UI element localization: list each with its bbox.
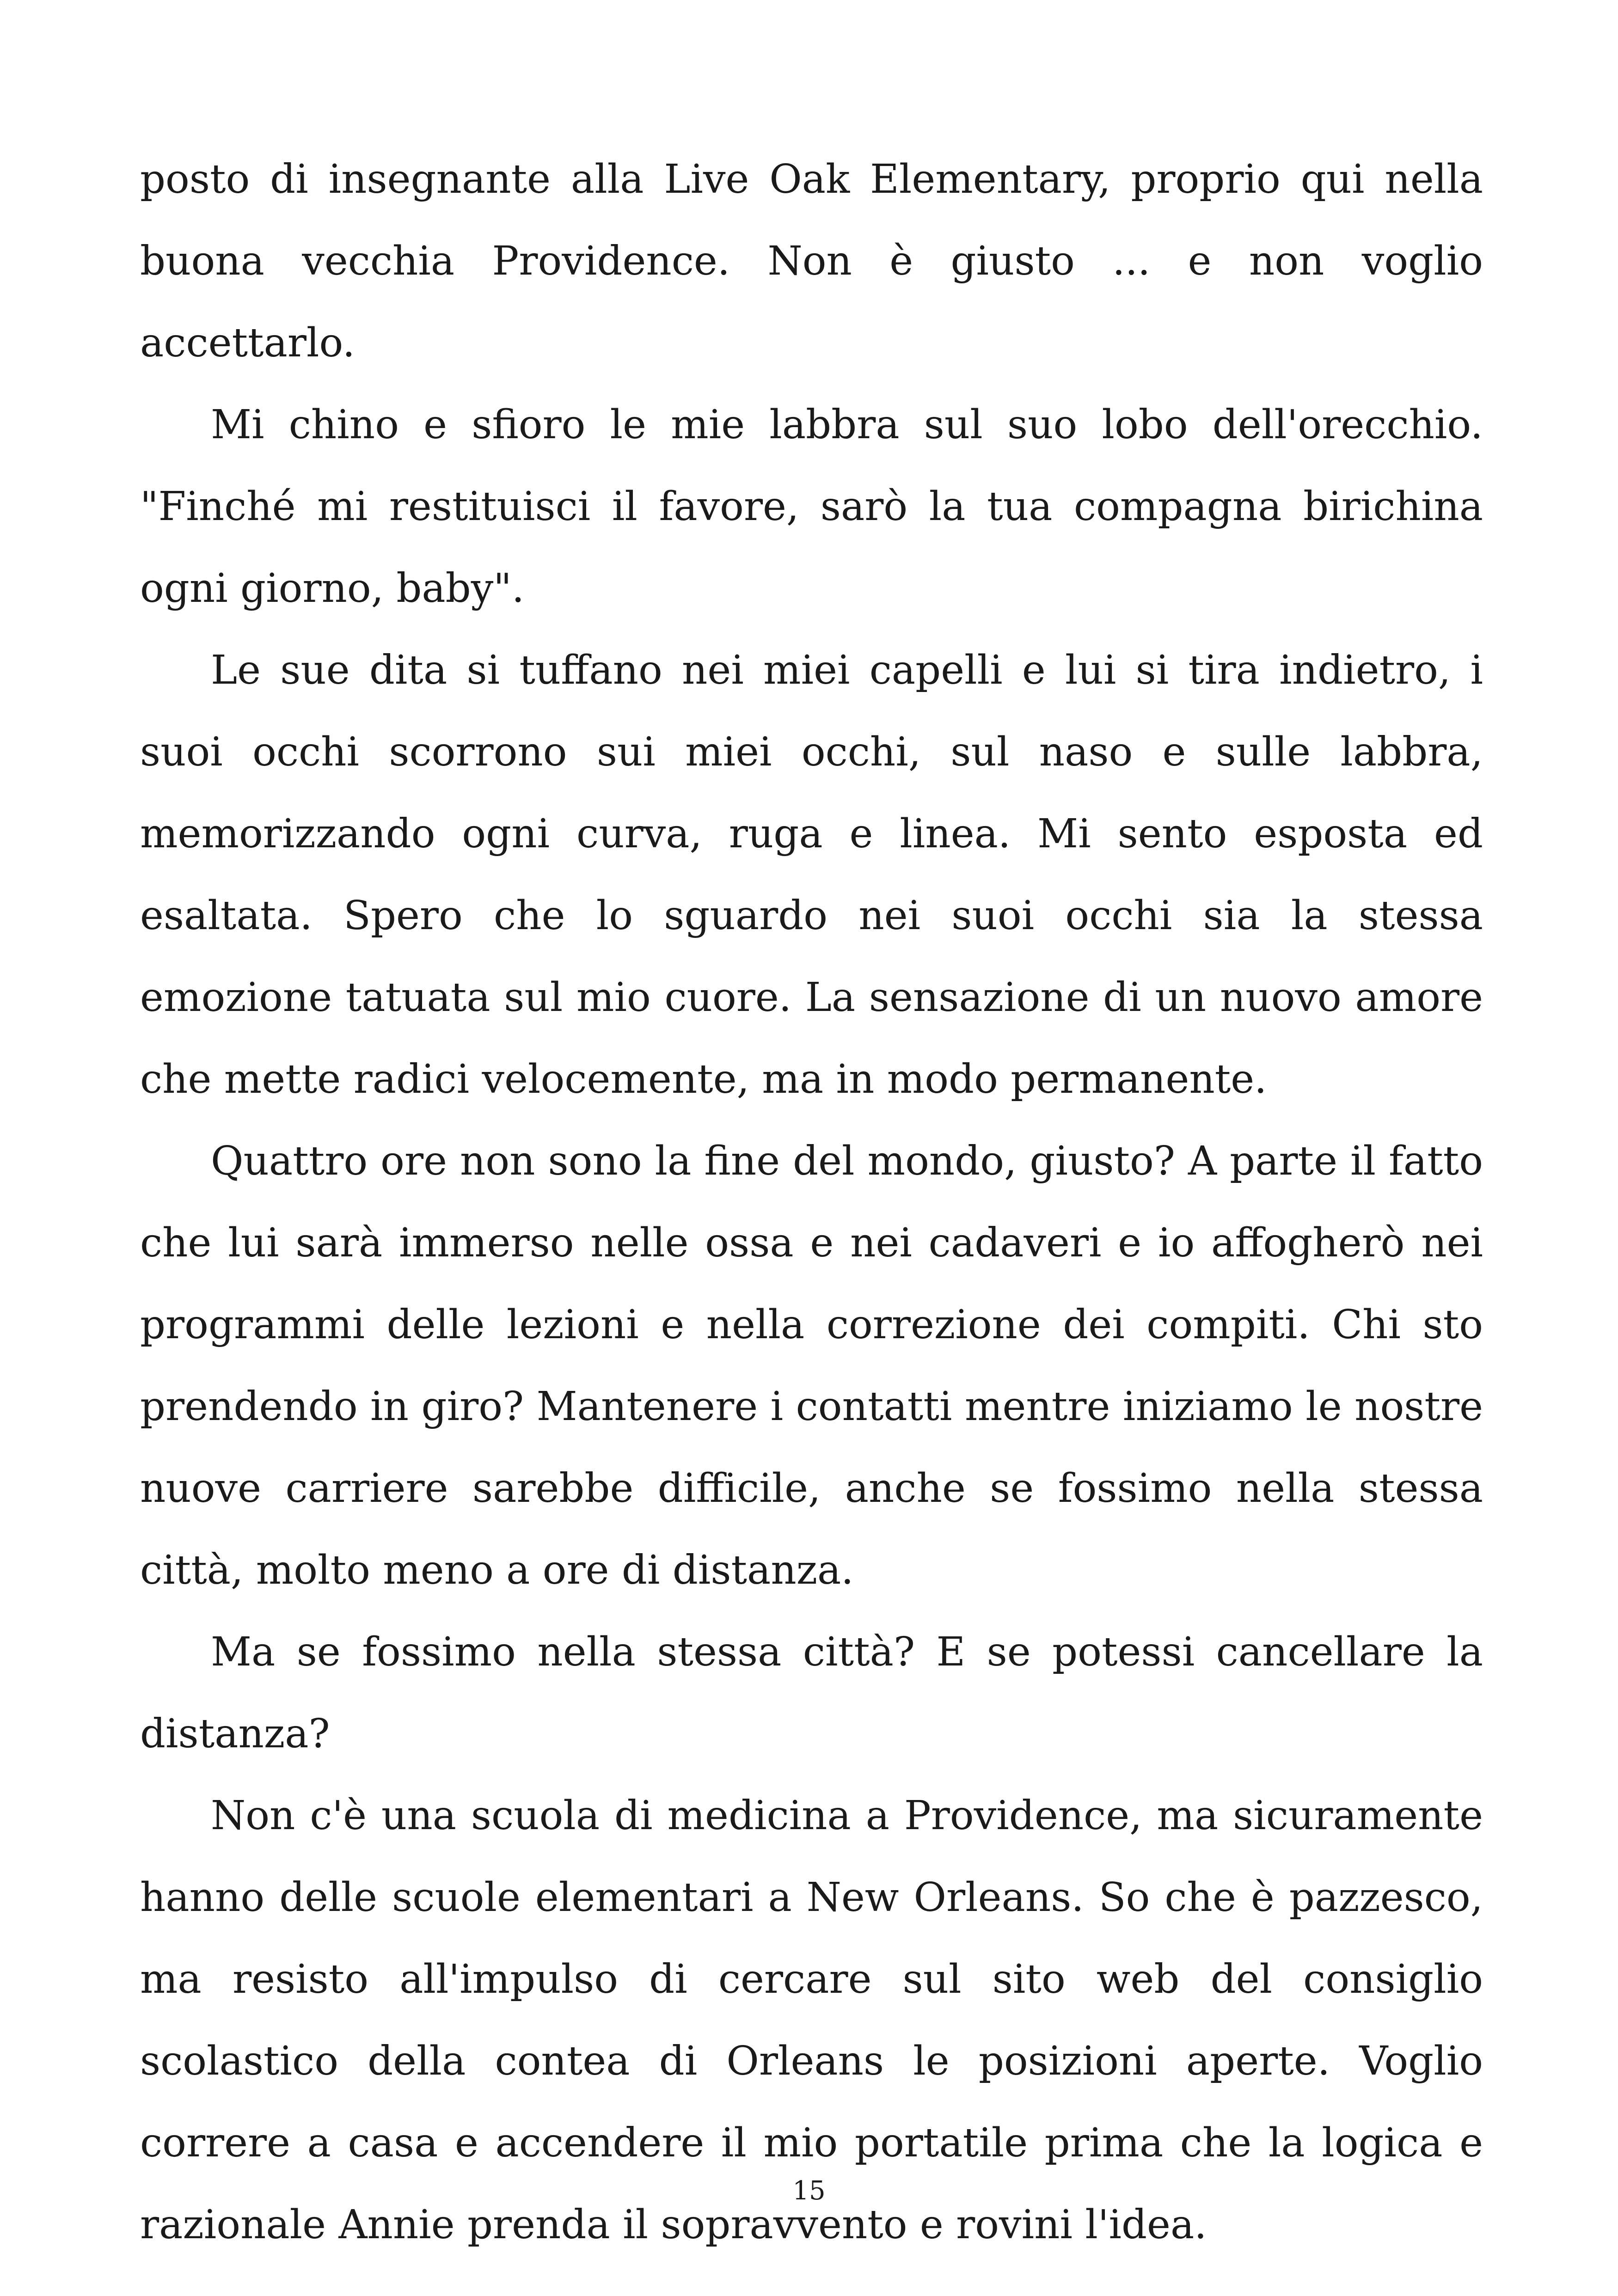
page-number: 15 xyxy=(792,2176,826,2206)
paragraph: Mi chino e sfioro le mie labbra sul suo lobo dell'orecchio. "Finché mi restituisci il favore, sarò la tua compagna birichina ogni giorno, baby". xyxy=(140,402,1483,612)
paragraph: Le sue dita si tuffano nei miei capelli e lui si tira indietro, i suoi occhi scorrono sui miei occhi, sul naso e sulle labbra, memorizzando ogni curva, ruga e linea. Mi sento esposta ed esaltata. Spero che lo sguardo nei suoi occhi sia la stessa emozione tatuata sul mio cuore. La sensazione di un nuovo amore che mette radici velocemente, ma in modo permanente. xyxy=(140,647,1483,1102)
paragraph: Quattro ore non sono la fine del mondo, giusto? A parte il fatto che lui sarà immerso nelle ossa e nei cadaveri e io affogherò nei programmi delle lezioni e nella correzione dei compiti. Chi sto prendendo in giro? Mantenere i contatti mentre iniziamo le nostre nuove carriere sarebbe difficile, anche se fossimo nella stessa città, molto meno a ore di distanza. xyxy=(140,1138,1483,1593)
paragraph: Non c'è una scuola di medicina a Providence, ma sicuramente hanno delle scuole elementari a New Orleans. So che è pazzesco, ma resisto all'impulso di cercare sul sito web del consiglio scolastico della contea di Orleans le posizioni aperte. Voglio correre a casa e accendere il mio portatile prima che la logica e razionale Annie prenda il sopravvento e rovini l'idea. xyxy=(140,1793,1483,2248)
paragraph-continuation: posto di insegnante alla Live Oak Elementary, proprio qui nella buona vecchia Providence. Non è giusto ... e non voglio accettarlo. xyxy=(140,156,1483,366)
paragraph: Ma se fossimo nella stessa città? E se potessi cancellare la distanza? xyxy=(140,1629,1483,1757)
page-body xyxy=(140,139,1483,2266)
